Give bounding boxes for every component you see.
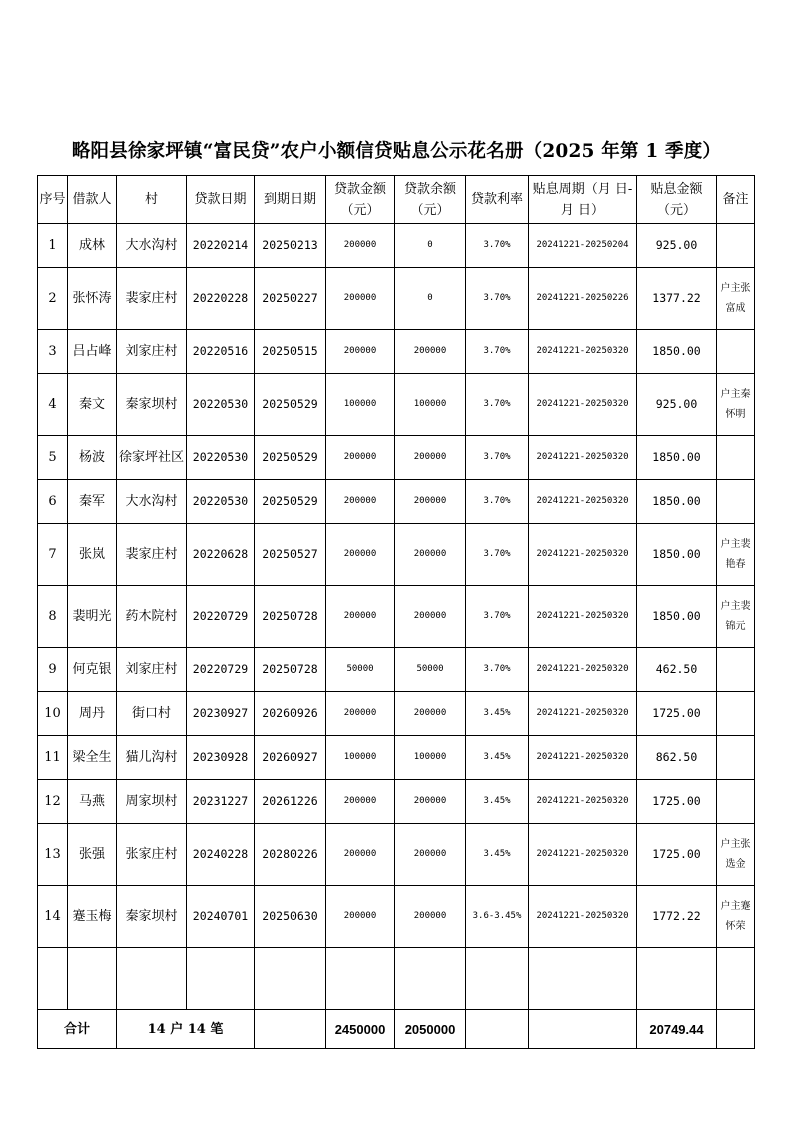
village-cell: 周家坝村 (117, 780, 187, 824)
loan-amount-cell: 200000 (326, 330, 395, 374)
header-village: 村 (117, 176, 187, 224)
table-row (38, 268, 755, 330)
borrower-cell: 蹇玉梅 (68, 886, 117, 948)
borrower-cell: 成林 (68, 224, 117, 268)
village-cell: 猫儿沟村 (117, 736, 187, 780)
subsidy-cell: 1725.00 (637, 780, 717, 824)
header-remark: 备注 (717, 176, 755, 224)
subsidy-cell: 1725.00 (637, 824, 717, 886)
due-date-cell: 20250630 (255, 886, 326, 948)
remark-cell (717, 692, 755, 736)
total-subsidy: 20749.44 (637, 1010, 717, 1049)
seq-cell: 8 (38, 586, 68, 648)
loan-amount-cell: 200000 (326, 480, 395, 524)
header-seq: 序号 (38, 176, 68, 224)
village-cell: 街口村 (117, 692, 187, 736)
loan-amount-cell: 200000 (326, 436, 395, 480)
loan-amount-cell: 200000 (326, 224, 395, 268)
balance-cell: 200000 (395, 480, 466, 524)
table-row (38, 736, 755, 780)
table-row (38, 692, 755, 736)
header-due-date: 到期日期 (255, 176, 326, 224)
table-row (38, 648, 755, 692)
header-loan-date: 贷款日期 (187, 176, 255, 224)
rate-cell: 3.70% (466, 648, 529, 692)
rate-cell: 3.70% (466, 268, 529, 330)
subsidy-cell: 1850.00 (637, 330, 717, 374)
balance-cell: 200000 (395, 692, 466, 736)
rate-cell: 3.45% (466, 780, 529, 824)
balance-cell: 200000 (395, 586, 466, 648)
period-cell: 20241221-20250320 (529, 824, 637, 886)
loan-amount-cell: 200000 (326, 268, 395, 330)
period-cell: 20241221-20250320 (529, 480, 637, 524)
village-cell: 药木院村 (117, 586, 187, 648)
rate-cell: 3.6-3.45% (466, 886, 529, 948)
table-row (38, 374, 755, 436)
loan-date-cell: 20220628 (187, 524, 255, 586)
table-row (38, 480, 755, 524)
remark-cell (717, 330, 755, 374)
period-cell: 20241221-20250320 (529, 780, 637, 824)
table-row (38, 886, 755, 948)
due-date-cell: 20260926 (255, 692, 326, 736)
seq-cell: 10 (38, 692, 68, 736)
total-row (38, 1010, 755, 1049)
village-cell: 大水沟村 (117, 224, 187, 268)
rate-cell: 3.70% (466, 436, 529, 480)
page-title: 略阳县徐家坪镇“富民贷”农户小额信贷贴息公示花名册（2025 年第 1 季度） (71, 141, 722, 162)
village-cell: 秦家坝村 (117, 886, 187, 948)
header-loan-amount: 贷款金额（元） (326, 176, 395, 224)
loan-date-cell: 20220516 (187, 330, 255, 374)
borrower-cell: 梁全生 (68, 736, 117, 780)
balance-cell: 100000 (395, 736, 466, 780)
loan-amount-cell: 100000 (326, 736, 395, 780)
borrower-cell: 张怀涛 (68, 268, 117, 330)
borrower-cell: 马燕 (68, 780, 117, 824)
balance-cell: 100000 (395, 374, 466, 436)
village-cell: 刘家庄村 (117, 330, 187, 374)
subsidy-cell: 925.00 (637, 374, 717, 436)
table-row (38, 780, 755, 824)
balance-cell: 50000 (395, 648, 466, 692)
due-date-cell: 20250529 (255, 374, 326, 436)
period-cell: 20241221-20250204 (529, 224, 637, 268)
due-date-cell: 20250213 (255, 224, 326, 268)
table-row (38, 436, 755, 480)
header-subsidy: 贴息金额（元） (637, 176, 717, 224)
loan-date-cell: 20240228 (187, 824, 255, 886)
rate-cell: 3.70% (466, 586, 529, 648)
seq-cell: 2 (38, 268, 68, 330)
village-cell: 裴家庄村 (117, 524, 187, 586)
balance-cell: 200000 (395, 886, 466, 948)
village-cell: 秦家坝村 (117, 374, 187, 436)
header-rate: 贷款利率 (466, 176, 529, 224)
village-cell: 大水沟村 (117, 480, 187, 524)
due-date-cell: 20250728 (255, 586, 326, 648)
loan-date-cell: 20240701 (187, 886, 255, 948)
remark-cell (717, 736, 755, 780)
village-cell: 徐家坪社区 (117, 436, 187, 480)
borrower-cell: 吕占峰 (68, 330, 117, 374)
balance-cell: 200000 (395, 330, 466, 374)
borrower-cell: 何克银 (68, 648, 117, 692)
remark-cell: 户主裴锦元 (717, 586, 755, 648)
borrower-cell: 杨波 (68, 436, 117, 480)
remark-cell (717, 780, 755, 824)
rate-cell: 3.70% (466, 330, 529, 374)
loan-amount-cell: 200000 (326, 524, 395, 586)
period-cell: 20241221-20250320 (529, 692, 637, 736)
remark-cell (717, 480, 755, 524)
village-cell: 刘家庄村 (117, 648, 187, 692)
period-cell: 20241221-20250320 (529, 648, 637, 692)
seq-cell: 13 (38, 824, 68, 886)
loan-date-cell: 20220530 (187, 374, 255, 436)
due-date-cell: 20260927 (255, 736, 326, 780)
period-cell: 20241221-20250320 (529, 586, 637, 648)
remark-cell: 户主蹇怀荣 (717, 886, 755, 948)
remark-cell (717, 648, 755, 692)
seq-cell: 4 (38, 374, 68, 436)
total-loan-amount: 2450000 (326, 1010, 395, 1049)
remark-cell: 户主裴艳春 (717, 524, 755, 586)
remark-cell: 户主张富成 (717, 268, 755, 330)
loan-amount-cell: 100000 (326, 374, 395, 436)
loan-date-cell: 20220530 (187, 480, 255, 524)
due-date-cell: 20250728 (255, 648, 326, 692)
period-cell: 20241221-20250320 (529, 436, 637, 480)
subsidy-cell: 1772.22 (637, 886, 717, 948)
borrower-cell: 裴明光 (68, 586, 117, 648)
period-cell: 20241221-20250320 (529, 524, 637, 586)
subsidy-table (37, 175, 755, 1049)
loan-date-cell: 20220228 (187, 268, 255, 330)
table-row (38, 524, 755, 586)
remark-cell: 户主张选金 (717, 824, 755, 886)
due-date-cell: 20250527 (255, 524, 326, 586)
subsidy-cell: 1377.22 (637, 268, 717, 330)
seq-cell: 1 (38, 224, 68, 268)
period-cell: 20241221-20250320 (529, 374, 637, 436)
header-balance: 贷款余额（元） (395, 176, 466, 224)
remark-cell: 户主秦怀明 (717, 374, 755, 436)
loan-amount-cell: 200000 (326, 886, 395, 948)
total-households: 14 户 14 笔 (117, 1010, 255, 1049)
period-cell: 20241221-20250226 (529, 268, 637, 330)
loan-date-cell: 20220729 (187, 586, 255, 648)
due-date-cell: 20250529 (255, 436, 326, 480)
period-cell: 20241221-20250320 (529, 330, 637, 374)
subsidy-cell: 1850.00 (637, 586, 717, 648)
borrower-cell: 周丹 (68, 692, 117, 736)
balance-cell: 200000 (395, 524, 466, 586)
borrower-cell: 张岚 (68, 524, 117, 586)
table-row (38, 330, 755, 374)
balance-cell: 200000 (395, 780, 466, 824)
due-date-cell: 20250529 (255, 480, 326, 524)
table-row (38, 224, 755, 268)
balance-cell: 0 (395, 224, 466, 268)
loan-date-cell: 20230928 (187, 736, 255, 780)
loan-date-cell: 20230927 (187, 692, 255, 736)
subsidy-cell: 1850.00 (637, 524, 717, 586)
balance-cell: 200000 (395, 436, 466, 480)
remark-cell (717, 436, 755, 480)
due-date-cell: 20261226 (255, 780, 326, 824)
seq-cell: 6 (38, 480, 68, 524)
seq-cell: 5 (38, 436, 68, 480)
rate-cell: 3.45% (466, 736, 529, 780)
village-cell: 裴家庄村 (117, 268, 187, 330)
seq-cell: 9 (38, 648, 68, 692)
loan-date-cell: 20220530 (187, 436, 255, 480)
seq-cell: 14 (38, 886, 68, 948)
due-date-cell: 20250227 (255, 268, 326, 330)
loan-amount-cell: 200000 (326, 692, 395, 736)
header-period: 贴息周期（月 日-月 日） (529, 176, 637, 224)
table-row (38, 824, 755, 886)
village-cell: 张家庄村 (117, 824, 187, 886)
table-row (38, 586, 755, 648)
rate-cell: 3.70% (466, 480, 529, 524)
subsidy-cell: 862.50 (637, 736, 717, 780)
blank-row (38, 948, 755, 1010)
total-balance: 2050000 (395, 1010, 466, 1049)
subsidy-cell: 1850.00 (637, 436, 717, 480)
loan-amount-cell: 200000 (326, 780, 395, 824)
borrower-cell: 秦军 (68, 480, 117, 524)
subsidy-cell: 462.50 (637, 648, 717, 692)
borrower-cell: 秦文 (68, 374, 117, 436)
seq-cell: 3 (38, 330, 68, 374)
seq-cell: 7 (38, 524, 68, 586)
header-row (38, 176, 755, 224)
loan-amount-cell: 200000 (326, 824, 395, 886)
subsidy-cell: 925.00 (637, 224, 717, 268)
loan-amount-cell: 200000 (326, 586, 395, 648)
total-label: 合计 (38, 1010, 117, 1049)
subsidy-cell: 1725.00 (637, 692, 717, 736)
remark-cell (717, 224, 755, 268)
rate-cell: 3.70% (466, 224, 529, 268)
loan-date-cell: 20220214 (187, 224, 255, 268)
header-borrower: 借款人 (68, 176, 117, 224)
loan-date-cell: 20231227 (187, 780, 255, 824)
subsidy-cell: 1850.00 (637, 480, 717, 524)
seq-cell: 12 (38, 780, 68, 824)
seq-cell: 11 (38, 736, 68, 780)
rate-cell: 3.45% (466, 692, 529, 736)
rate-cell: 3.70% (466, 524, 529, 586)
period-cell: 20241221-20250320 (529, 736, 637, 780)
period-cell: 20241221-20250320 (529, 886, 637, 948)
due-date-cell: 20280226 (255, 824, 326, 886)
borrower-cell: 张强 (68, 824, 117, 886)
rate-cell: 3.45% (466, 824, 529, 886)
balance-cell: 200000 (395, 824, 466, 886)
loan-date-cell: 20220729 (187, 648, 255, 692)
due-date-cell: 20250515 (255, 330, 326, 374)
balance-cell: 0 (395, 268, 466, 330)
loan-amount-cell: 50000 (326, 648, 395, 692)
rate-cell: 3.70% (466, 374, 529, 436)
